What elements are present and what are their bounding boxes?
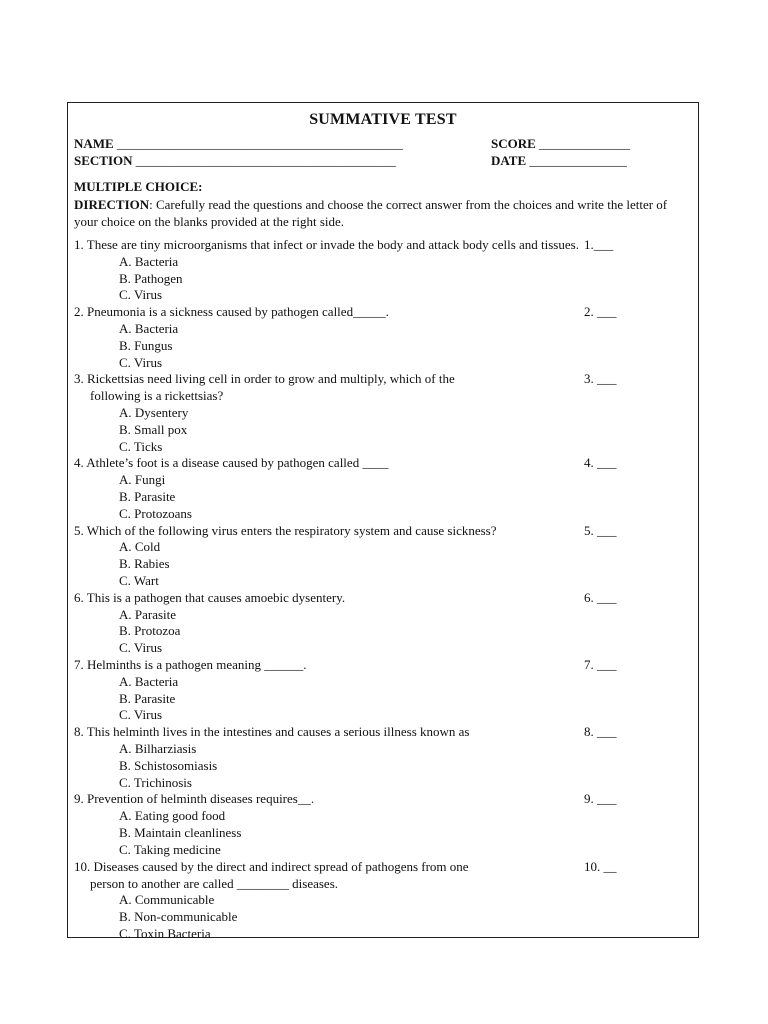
- question-stem-continued: person to another are called ________ diseases.: [90, 875, 339, 891]
- answer-option: C. Toxin Bacteria: [119, 925, 211, 941]
- section-heading: MULTIPLE CHOICE:: [74, 179, 203, 194]
- answer-option: A. Bacteria: [119, 320, 179, 336]
- answer-option: B. Schistosomiasis: [119, 757, 218, 773]
- section-blank[interactable]: ________________________________________: [135, 153, 396, 168]
- answer-blank[interactable]: 10. __: [584, 858, 617, 874]
- answer-option: A. Bilharziasis: [119, 740, 197, 756]
- question-stem: 6. This is a pathogen that causes amoebic dysentery.: [74, 589, 346, 605]
- answer-option: B. Fungus: [119, 337, 173, 353]
- section-field[interactable]: [74, 153, 396, 169]
- answer-option: B. Pathogen: [119, 270, 183, 286]
- answer-option: B. Small pox: [119, 421, 188, 437]
- answer-option: A. Bacteria: [119, 253, 179, 269]
- directions: [74, 196, 674, 230]
- question-stem: 5. Which of the following virus enters the respiratory system and cause sickness?: [74, 522, 497, 538]
- question-stem: 7. Helminths is a pathogen meaning ______.: [74, 657, 307, 672]
- page-title: SUMMATIVE TEST: [309, 111, 457, 128]
- question-stem: 9. Prevention of helminth diseases requires__.: [74, 791, 315, 807]
- score-label: SCORE: [491, 136, 536, 151]
- date-label: DATE: [491, 153, 527, 168]
- score-blank[interactable]: ______________: [539, 136, 631, 151]
- answer-option: A. Cold: [119, 539, 161, 555]
- question-stem: 2. Pneumonia is a sickness caused by pathogen called_____.: [74, 304, 389, 320]
- direction-label: DIRECTION: [74, 197, 150, 212]
- answer-blank[interactable]: 1.___: [584, 237, 614, 252]
- answer-blank[interactable]: 5. ___: [584, 522, 617, 538]
- name-label: NAME: [74, 136, 114, 151]
- answer-option: A. Eating good food: [119, 808, 226, 824]
- question-stem: 10. Diseases caused by the direct and indirect spread of pathogens from one: [74, 858, 469, 874]
- answer-option: C. Virus: [119, 354, 163, 370]
- question-stem: 1. These are tiny microorganisms that infect or invade the body and attack body cells and tissues.: [74, 237, 579, 252]
- answer-option: B. Maintain cleanliness: [119, 824, 242, 840]
- answer-option: C. Wart: [119, 572, 159, 588]
- question-stem: 4. Athlete’s foot is a disease caused by pathogen called ____: [74, 455, 389, 471]
- answer-blank[interactable]: 6. ___: [584, 589, 617, 605]
- date-blank[interactable]: _______________: [529, 153, 627, 168]
- answer-option: C. Virus: [119, 287, 163, 303]
- question-stem-continued: following is a rickettsias?: [90, 388, 224, 404]
- answer-option: A. Dysentery: [119, 404, 189, 420]
- answer-option: A. Fungi: [119, 472, 166, 488]
- answer-blank[interactable]: 8. ___: [584, 724, 617, 740]
- answer-option: B. Protozoa: [119, 623, 181, 639]
- answer-option: B. Rabies: [119, 556, 170, 572]
- answer-blank[interactable]: 7. ___: [584, 657, 617, 672]
- answer-option: A. Communicable: [119, 892, 215, 908]
- name-blank[interactable]: ____________________________________________: [116, 136, 403, 151]
- answer-option: C. Protozoans: [119, 505, 192, 521]
- answer-option: A. Bacteria: [119, 673, 179, 689]
- answer-option: B. Parasite: [119, 690, 176, 706]
- direction-text: : Carefully read the questions and choose the correct answer from the choices and write the letter of your choice on the blanks provided at the right side.: [74, 197, 668, 229]
- question-stem: 3. Rickettsias need living cell in order to grow and multiply, which of the: [74, 371, 455, 387]
- answer-option: C. Taking medicine: [119, 841, 221, 857]
- score-field[interactable]: [491, 136, 630, 152]
- answer-blank[interactable]: 3. ___: [584, 371, 617, 387]
- answer-option: C. Trichinosis: [119, 774, 192, 790]
- answer-option: C. Virus: [119, 640, 163, 656]
- answer-option: C. Virus: [119, 707, 163, 723]
- answer-blank[interactable]: 4. ___: [584, 455, 617, 471]
- answer-option: B. Parasite: [119, 488, 176, 504]
- answer-blank[interactable]: 2. ___: [584, 304, 617, 320]
- answer-blank[interactable]: 9. ___: [584, 791, 617, 807]
- date-field[interactable]: [491, 153, 627, 169]
- name-field[interactable]: [74, 136, 403, 152]
- question-stem: 8. This helminth lives in the intestines and causes a serious illness known as: [74, 724, 470, 740]
- section-label: SECTION: [74, 153, 133, 168]
- answer-option: B. Non-communicable: [119, 908, 238, 924]
- test-sheet: [67, 102, 699, 941]
- answer-option: C. Ticks: [119, 438, 163, 454]
- answer-option: A. Parasite: [119, 606, 177, 622]
